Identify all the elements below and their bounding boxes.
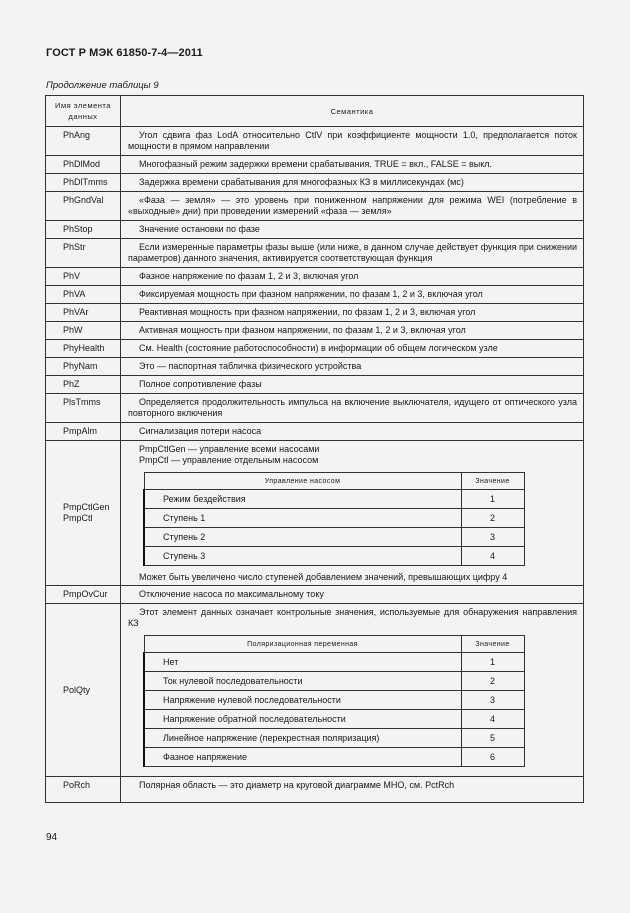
sub-table-row xyxy=(144,710,524,729)
data-table xyxy=(45,95,584,803)
option-value: 3 xyxy=(461,528,524,547)
row-name: PolQty xyxy=(46,604,121,777)
row-semantics: Задержка времени срабатывания для многофазных КЗ в миллисекундах (мс) xyxy=(121,174,584,192)
table-row xyxy=(46,376,584,394)
option-value: 2 xyxy=(461,509,524,528)
table-row xyxy=(46,304,584,322)
row-name: PhVA xyxy=(46,286,121,304)
row-name: PhyNam xyxy=(46,358,121,376)
polarization-col-variable: Поляризационная переменная xyxy=(144,636,461,653)
page-number: 94 xyxy=(46,832,58,843)
row-name: PhAng xyxy=(46,127,121,156)
row-name: PmpOvCur xyxy=(46,586,121,604)
row-name: PmpAlm xyxy=(46,423,121,441)
option-label: Ступень 2 xyxy=(144,528,461,547)
table-row xyxy=(46,777,584,803)
table-row xyxy=(46,174,584,192)
option-value: 1 xyxy=(461,653,524,672)
sub-table-row xyxy=(144,729,524,748)
pmp-note: Может быть увеличено число ступеней добавлением значений, превышающих цифру 4 xyxy=(139,572,508,582)
table-row xyxy=(46,192,584,221)
document-header: ГОСТ Р МЭК 61850-7-4—2011 xyxy=(46,47,203,59)
option-value: 3 xyxy=(461,691,524,710)
table-row xyxy=(46,586,584,604)
sub-table-row xyxy=(144,691,524,710)
row-semantics: Полное сопротивление фазы xyxy=(121,376,584,394)
row-name: PhyHealth xyxy=(46,340,121,358)
table-row xyxy=(46,127,584,156)
table-header-row xyxy=(46,96,584,127)
sub-table-row xyxy=(144,509,524,528)
column-header-name: Имя элемента данных xyxy=(46,96,121,127)
row-semantics: Фиксируемая мощность при фазном напряжении, по фазам 1, 2 и 3, включая угол xyxy=(121,286,584,304)
table-caption: Продолжение таблицы 9 xyxy=(46,80,159,91)
option-label: Ступень 1 xyxy=(144,509,461,528)
option-value: 4 xyxy=(461,547,524,566)
option-label: Ступень 3 xyxy=(144,547,461,566)
row-name: PhW xyxy=(46,322,121,340)
row-semantics: Отключение насоса по максимальному току xyxy=(121,586,584,604)
table-row xyxy=(46,394,584,423)
row-name: PhV xyxy=(46,268,121,286)
table-row xyxy=(46,239,584,268)
option-label: Напряжение нулевой последовательности xyxy=(144,691,461,710)
sub-table-row xyxy=(144,547,524,566)
row-semantics: Значение остановки по фазе xyxy=(121,221,584,239)
row-name: PhDlMod xyxy=(46,156,121,174)
table-row xyxy=(46,268,584,286)
option-label: Режим бездействия xyxy=(144,490,461,509)
option-label: Линейное напряжение (перекрестная поляризация) xyxy=(144,729,461,748)
option-label: Ток нулевой последовательности xyxy=(144,672,461,691)
pump-col-control: Управление насосом xyxy=(144,473,461,490)
table-row xyxy=(46,340,584,358)
pump-col-value: Значение xyxy=(461,473,524,490)
pump-control-table xyxy=(143,472,525,566)
polarization-table xyxy=(143,635,525,767)
row-name: PhDlTmms xyxy=(46,174,121,192)
row-name: PlsTmms xyxy=(46,394,121,423)
row-name: PhZ xyxy=(46,376,121,394)
sub-table-row xyxy=(144,748,524,767)
row-semantics: Фазное напряжение по фазам 1, 2 и 3, включая угол xyxy=(121,268,584,286)
sub-table-row xyxy=(144,490,524,509)
option-value: 4 xyxy=(461,710,524,729)
row-semantics: Это — паспортная табличка физического устройства xyxy=(121,358,584,376)
row-semantics: Многофазный режим задержки времени срабатывания. TRUE = вкл., FALSE = выкл. xyxy=(121,156,584,174)
polarization-col-value: Значение xyxy=(461,636,524,653)
option-value: 6 xyxy=(461,748,524,767)
option-label: Фазное напряжение xyxy=(144,748,461,767)
row-semantics: Сигнализация потери насоса xyxy=(121,423,584,441)
option-value: 1 xyxy=(461,490,524,509)
row-semantics: Определяется продолжительность импульса на включение выключателя, идущего от оптического узла повторного включения xyxy=(121,394,584,423)
option-value: 5 xyxy=(461,729,524,748)
row-semantics: Угол сдвига фаз LodA относительно CtlV при коэффициенте мощности 1.0, предполагается поток мощности в прямом направлении xyxy=(121,127,584,156)
row-semantics: Реактивная мощность при фазном напряжении, по фазам 1, 2 и 3, включая угол xyxy=(121,304,584,322)
table-row xyxy=(46,322,584,340)
table-row xyxy=(46,358,584,376)
row-semantics: «Фаза — земля» — это уровень при пониженном напряжении для режима WEI (потребление в «выходные» дни) при проведении измерений «фаза — земля» xyxy=(121,192,584,221)
row-name: PhGndVal xyxy=(46,192,121,221)
column-header-semantics: Семантика xyxy=(121,96,584,127)
row-name: PhVAr xyxy=(46,304,121,322)
row-semantics: Если измеренные параметры фазы выше (или ниже, в данном случае действует функция при снижении параметров) данного значения, активируется соответствующая функция xyxy=(121,239,584,268)
option-value: 2 xyxy=(461,672,524,691)
table-row xyxy=(46,441,584,586)
table-row xyxy=(46,604,584,777)
table-row xyxy=(46,156,584,174)
pmp-name-2: PmpCtl xyxy=(63,513,93,523)
table-row xyxy=(46,286,584,304)
table-row xyxy=(46,221,584,239)
option-label: Напряжение обратной последовательности xyxy=(144,710,461,729)
row-name: PhStop xyxy=(46,221,121,239)
sub-table-row xyxy=(144,672,524,691)
sub-table-row xyxy=(144,528,524,547)
pmp-line-2: PmpCtl — управление отдельным насосом xyxy=(139,455,319,465)
table-row xyxy=(46,423,584,441)
sub-table-row xyxy=(144,653,524,672)
option-label: Нет xyxy=(144,653,461,672)
pmp-line-1: PmpCtlGen — управление всеми насосами xyxy=(139,444,320,454)
row-semantics: Полярная область — это диаметр на круговой диаграмме МНО, см. PctRch xyxy=(121,777,584,803)
row-name: PhStr xyxy=(46,239,121,268)
pmp-name-1: PmpCtlGen xyxy=(63,502,110,512)
row-semantics: Активная мощность при фазном напряжении, по фазам 1, 2 и 3, включая угол xyxy=(121,322,584,340)
row-name: PoRch xyxy=(46,777,121,803)
row-semantics: См. Health (состояние работоспособности) в информации об общем логическом узле xyxy=(121,340,584,358)
polqty-intro: Этот элемент данных означает контрольные значения, используемые для обнаружения направления КЗ xyxy=(128,607,577,628)
